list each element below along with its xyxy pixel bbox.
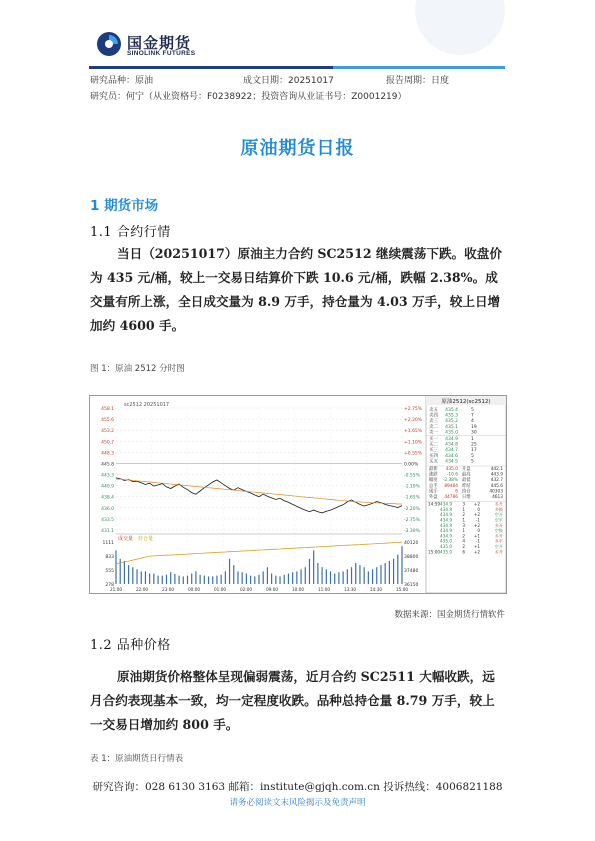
y-tick-label: 450.7 bbox=[101, 440, 114, 446]
tick-cell: 435.0 bbox=[440, 544, 452, 549]
intraday-chart bbox=[89, 395, 507, 594]
quote-label: 卖三 bbox=[429, 419, 438, 425]
y2-tick-label: -2.75% bbox=[404, 517, 420, 523]
y-tick-label: 431.1 bbox=[101, 529, 114, 534]
tick-cell: 0 bbox=[477, 528, 480, 534]
y-tick-label: 436.0 bbox=[101, 506, 114, 512]
tick-cell: 多开 bbox=[494, 501, 503, 507]
volume-label: 成交量 bbox=[118, 536, 134, 542]
header-rule-dark bbox=[89, 66, 333, 69]
tick-cell: 14:59 bbox=[428, 501, 441, 507]
quote-stat: 89484 bbox=[444, 483, 458, 489]
tick-cell: +2 bbox=[473, 512, 480, 518]
x-tick-label: 23:00 bbox=[161, 587, 175, 592]
quote-stat: 开盘 bbox=[462, 467, 471, 472]
x-tick-label: 09:00 bbox=[265, 587, 279, 592]
oi-tick-label: 36150 bbox=[404, 583, 419, 588]
x-tick-label: 11:00 bbox=[317, 587, 331, 592]
quote-stat: 435.0 bbox=[445, 467, 458, 472]
y-tick-label: 453.2 bbox=[101, 429, 114, 435]
tick-cell: 2 bbox=[462, 533, 465, 539]
price-paragraph bbox=[90, 665, 506, 737]
quote-stat: 涨跌 bbox=[429, 472, 438, 478]
quote-price: 434.7 bbox=[445, 448, 458, 454]
quote-stat: 4613 bbox=[492, 495, 503, 500]
quote-price: 435.4 bbox=[445, 408, 458, 413]
y-tick-label: 440.9 bbox=[101, 484, 114, 490]
oi-tick-label: 40120 bbox=[404, 541, 419, 546]
market-paragraph bbox=[90, 242, 506, 338]
quote-stat: 总手 bbox=[429, 483, 438, 489]
tick-cell: -1 bbox=[475, 538, 480, 544]
tick-cell: 434.9 bbox=[440, 506, 452, 512]
subsection-heading-2: 1.2 品种价格 bbox=[90, 638, 171, 653]
tick-cell: 434.9 bbox=[440, 522, 452, 528]
quote-label: 买五 bbox=[429, 459, 438, 465]
tick-cell: 1 bbox=[462, 517, 465, 523]
tick-cell: 空开 bbox=[494, 512, 503, 518]
y-tick-label: 438.4 bbox=[101, 495, 114, 501]
date-label: 成文日期：20251017 bbox=[243, 76, 334, 86]
tick-cell: 2 bbox=[462, 512, 465, 518]
quote-stat: -10.6 bbox=[446, 472, 458, 478]
quote-stat: 现手 bbox=[429, 489, 438, 495]
tick-cell: 4 bbox=[462, 538, 465, 544]
y-tick-label: 455.6 bbox=[101, 418, 114, 424]
y2-tick-label: +0.55% bbox=[404, 451, 423, 457]
tick-cell: 3 bbox=[462, 522, 465, 528]
watermark-logo-icon bbox=[400, 0, 520, 60]
quote-label: 买四 bbox=[429, 453, 438, 459]
oi-label: 持仓量 bbox=[138, 536, 154, 542]
quote-stat: 日增 bbox=[462, 495, 471, 500]
volume-tick-label: 833 bbox=[105, 555, 114, 560]
y-tick-label: 445.8 bbox=[101, 462, 114, 468]
y2-tick-label: +2.20% bbox=[404, 418, 423, 424]
quote-stat: 幅度 bbox=[429, 478, 438, 484]
x-tick-label: 01:00 bbox=[213, 587, 227, 592]
figure-caption: 图 1：原油 2512 分时图 bbox=[90, 364, 185, 374]
x-tick-label: 22:00 bbox=[135, 587, 149, 592]
quote-label: 买二 bbox=[429, 442, 438, 448]
quote-stat: 44786 bbox=[444, 495, 458, 500]
quote-stat: 最新 bbox=[429, 467, 438, 472]
intraday-chart-svg bbox=[90, 396, 506, 593]
quote-volume: 4 bbox=[471, 419, 474, 425]
tick-cell: 3 bbox=[462, 501, 465, 507]
quote-panel-title: 原油2512(sc2512) bbox=[441, 399, 491, 405]
y2-tick-label: -2.20% bbox=[404, 506, 420, 512]
tick-cell: 2 bbox=[462, 544, 465, 549]
x-tick-label: 10:00 bbox=[291, 587, 305, 592]
quote-stat: 6 bbox=[455, 489, 458, 495]
researcher-line: 研究员：何宁（从业资格号：F0238922；投资咨询从业证书号：Z0001219） bbox=[90, 92, 407, 102]
tick-cell: 434.9 bbox=[440, 533, 452, 539]
tick-cell: 434.9 bbox=[440, 517, 452, 523]
x-tick-label: 15:00 bbox=[395, 587, 409, 592]
company-name-cn: 国金期货 bbox=[127, 34, 192, 52]
period-label: 报告周期：日度 bbox=[386, 76, 450, 86]
quote-stat: 40303 bbox=[489, 489, 503, 495]
quote-stat: 443.9 bbox=[490, 472, 503, 478]
x-tick-label: 21:00 bbox=[109, 587, 123, 592]
chart-top-label: sc2512 20251017 bbox=[124, 402, 170, 408]
quote-volume: 19 bbox=[471, 424, 477, 430]
tick-cell: 1 bbox=[462, 506, 465, 512]
tick-cell: 435.0 bbox=[440, 538, 452, 544]
quote-price: 435.3 bbox=[445, 413, 458, 419]
price-paragraph-text: 原油期货价格整体呈现偏弱震荡，近月合约 SC2511 大幅收跌，远月合约表现基本一致，均一定程度收跌。品种总持仓量 8.79 万手，较上一交易日增加约 800 手。 bbox=[90, 669, 495, 732]
quote-price: 434.9 bbox=[445, 437, 458, 442]
y-tick-label: 458.1 bbox=[101, 407, 114, 412]
y-tick-label: 433.5 bbox=[101, 517, 114, 523]
tick-cell: 6 bbox=[462, 549, 465, 555]
tick-cell: 空换 bbox=[494, 528, 503, 534]
company-name-en: SINOLINK FUTURES bbox=[127, 50, 196, 57]
tick-cell: 15:00 bbox=[428, 549, 441, 555]
subsection-heading-1: 1.1 合约行情 bbox=[90, 225, 171, 240]
contact-footer: 研究咨询：028 6130 3163 邮箱：institute@gjqh.com.cn 投诉热线：4006821188 bbox=[92, 781, 503, 793]
tick-cell: 多平 bbox=[494, 538, 503, 544]
quote-label: 卖四 bbox=[429, 413, 438, 419]
quote-stat: 昨结 bbox=[462, 483, 471, 489]
tick-cell: 1 bbox=[462, 528, 465, 534]
quote-stat: 最低 bbox=[462, 478, 471, 484]
header-rule-light bbox=[333, 66, 505, 69]
oi-tick-label: 37480 bbox=[404, 569, 419, 574]
quote-price: 435.2 bbox=[445, 419, 458, 425]
quote-stat: 持仓 bbox=[462, 489, 471, 495]
table-caption: 表 1：原油期货日行情表 bbox=[90, 754, 184, 764]
data-source: 数据来源：国金期货行情软件 bbox=[394, 610, 505, 620]
quote-volume: 17 bbox=[471, 448, 477, 454]
tick-cell: 多开 bbox=[494, 549, 503, 555]
tick-cell: 434.9 bbox=[440, 512, 452, 518]
x-tick-label: 13:30 bbox=[343, 587, 357, 592]
quote-label: 买一 bbox=[429, 437, 438, 442]
tick-cell: -1 bbox=[475, 517, 480, 523]
tick-cell: 多换 bbox=[494, 506, 503, 512]
quote-volume: 7 bbox=[471, 413, 474, 419]
tick-cell: +2 bbox=[473, 522, 480, 528]
oi-tick-label: 38800 bbox=[404, 555, 419, 560]
quote-volume: 5 bbox=[471, 453, 474, 459]
section-heading: 1 期货市场 bbox=[90, 198, 159, 214]
quote-volume: 1 bbox=[471, 437, 474, 442]
quote-stat: 最高 bbox=[462, 472, 471, 478]
quote-volume: 5 bbox=[471, 459, 474, 465]
sinolink-logo-icon bbox=[96, 31, 122, 57]
market-paragraph-text: 当日（20251017）原油主力合约 SC2512 继续震荡下跌。收盘价为 435 元/桶，较上一交易日结算价下跌 10.6 元/桶，跌幅 2.38%。成交量有所上涨，全日成交量为 8.9 万手，持仓量为 4.03 万手，较上日增加约 4600 手。 bbox=[90, 246, 502, 333]
x-tick-label: 14:30 bbox=[369, 587, 383, 592]
quote-stat: 外盘 bbox=[429, 495, 438, 500]
y-tick-label: 443.3 bbox=[101, 473, 114, 479]
quote-price: 434.8 bbox=[445, 442, 458, 448]
y2-tick-label: -1.65% bbox=[404, 495, 420, 501]
quote-volume: 25 bbox=[471, 442, 477, 448]
y2-tick-label: +2.75% bbox=[404, 407, 423, 412]
quote-stat: 432.7 bbox=[490, 478, 503, 484]
tick-cell: 0 bbox=[477, 506, 480, 512]
tick-cell: 434.9 bbox=[440, 528, 452, 534]
volume-tick-label: 555 bbox=[105, 569, 114, 574]
quote-stat: -2.38% bbox=[442, 478, 458, 484]
tick-cell: 434.9 bbox=[440, 501, 452, 507]
quote-price: 434.6 bbox=[445, 453, 458, 459]
quote-volume: 30 bbox=[471, 430, 477, 436]
quote-label: 买三 bbox=[429, 448, 438, 454]
quote-stat: 442.1 bbox=[490, 467, 503, 472]
y2-tick-label: +1.65% bbox=[404, 429, 423, 435]
y2-tick-label: -3.30% bbox=[404, 529, 420, 534]
disclaimer-footer: 请务必阅读文末风险揭示及免责声明 bbox=[229, 798, 366, 808]
x-tick-label: 00:00 bbox=[187, 587, 201, 592]
x-tick-label: 02:00 bbox=[239, 587, 253, 592]
quote-volume: 5 bbox=[471, 408, 474, 413]
tick-cell: +2 bbox=[473, 549, 480, 555]
y2-tick-label: -1.10% bbox=[404, 484, 420, 490]
tick-cell: +1 bbox=[473, 544, 480, 549]
y2-tick-label: 0.00% bbox=[404, 462, 419, 468]
tick-cell: 空平 bbox=[494, 517, 503, 523]
quote-price: 435.0 bbox=[445, 430, 458, 436]
volume-tick-label: 278 bbox=[105, 583, 114, 588]
y2-tick-label: +1.10% bbox=[404, 440, 423, 446]
tick-cell: 多开 bbox=[494, 533, 503, 539]
quote-label: 卖二 bbox=[429, 424, 438, 430]
report-title: 原油期货日报 bbox=[240, 138, 355, 159]
tick-cell: 435.0 bbox=[440, 549, 452, 555]
volume-tick-label: 1111 bbox=[102, 541, 114, 546]
y-tick-label: 448.3 bbox=[101, 451, 114, 457]
tick-cell: +1 bbox=[473, 533, 480, 539]
quote-price: 434.5 bbox=[445, 459, 458, 465]
quote-label: 卖五 bbox=[429, 408, 438, 413]
tick-cell: 空开 bbox=[494, 544, 503, 549]
tick-cell: 多开 bbox=[494, 522, 503, 528]
quote-stat: 445.6 bbox=[490, 483, 503, 489]
variety-label: 研究品种：原油 bbox=[90, 76, 154, 86]
tick-cell: +2 bbox=[473, 501, 480, 507]
quote-label: 卖一 bbox=[429, 430, 438, 436]
quote-price: 435.1 bbox=[445, 424, 458, 430]
y2-tick-label: -0.55% bbox=[404, 473, 420, 479]
